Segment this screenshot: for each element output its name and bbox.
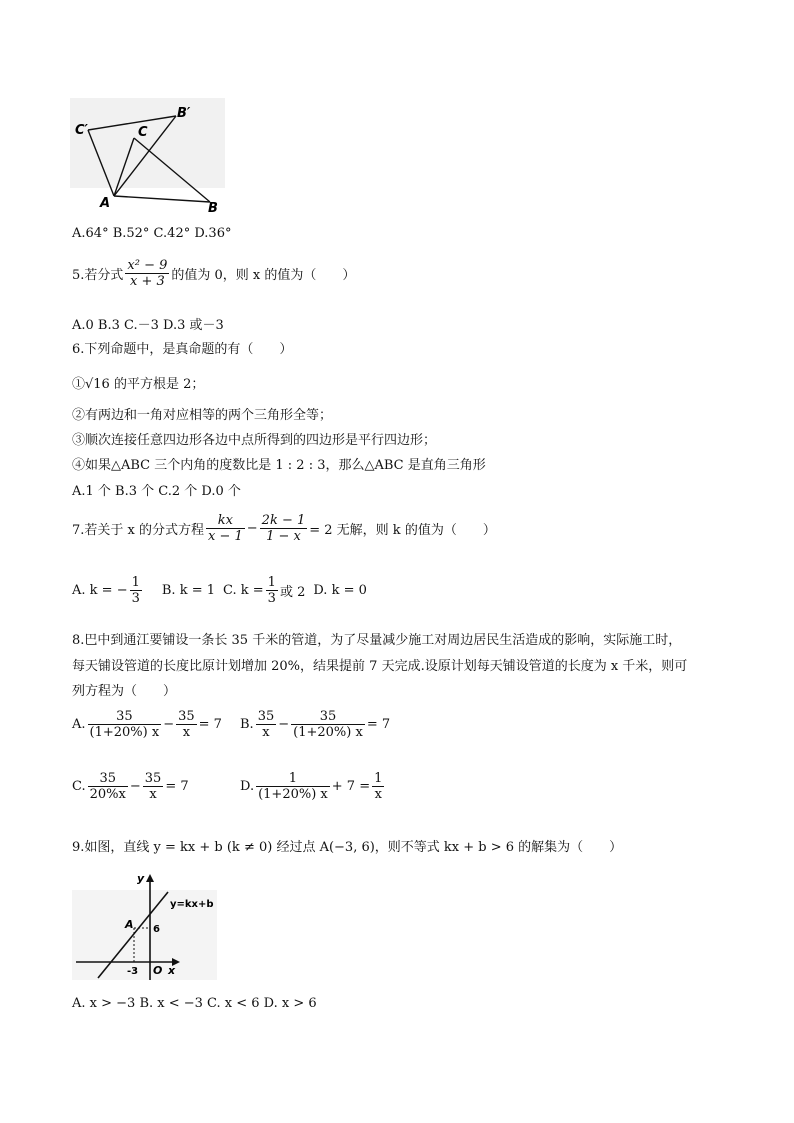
- q8-option-a-num-1: 35: [88, 709, 162, 725]
- line-label: y=kx+b: [170, 899, 214, 910]
- q7-suffix: = 2 无解，则 k 的值为（ ）: [309, 523, 496, 538]
- q6-item-1: ①√16 的平方根是 2；: [72, 377, 205, 392]
- q7-option-b: B. k = 1: [161, 583, 215, 598]
- q5-options: A.0 B.3 C.－3 D.3 或－3: [72, 318, 224, 333]
- label-b: B: [208, 201, 218, 216]
- q8-option-d-den-1: (1+20%) x: [258, 787, 328, 802]
- q8-option-a-fraction-1: [88, 709, 162, 740]
- q8-option-d-den-2: x: [374, 787, 382, 802]
- q8-option-c-num-1: 35: [88, 771, 128, 787]
- origin-label: O: [153, 964, 163, 977]
- label-c: C: [138, 125, 148, 140]
- q8-option-c-rhs: = 7: [165, 779, 189, 794]
- q6-item-2: ②有两边和一角对应相等的两个三角形全等；: [72, 408, 333, 423]
- q8-option-d-num-1: 1: [256, 771, 330, 787]
- q8-option-b-minus: −: [278, 717, 290, 732]
- linear-function-graph: [72, 870, 222, 982]
- q8-option-b-rhs: = 7: [366, 717, 391, 732]
- q5-fraction-den: x + 3: [130, 274, 165, 289]
- q8-option-d-label: D.: [240, 779, 255, 794]
- q7-prefix: 7.若关于 x 的分式方程: [72, 523, 204, 538]
- label-a: A: [100, 196, 111, 211]
- q9-options: A. x > −3 B. x < −3 C. x < 6 D. x > 6: [72, 996, 317, 1011]
- q8-option-b-num-2: 35: [291, 709, 365, 725]
- q4-options: A.64° B.52° C.42° D.36°: [72, 226, 232, 241]
- q5-line: [72, 258, 355, 289]
- y-axis-arrow: [146, 874, 154, 882]
- q7-fraction-2-den: 1 − x: [266, 529, 301, 544]
- q8-option-a-rhs: = 7: [198, 717, 222, 732]
- segment-a-b: [114, 196, 210, 202]
- q7-option-c-den: 3: [267, 591, 276, 606]
- label-cprime: C′: [75, 123, 88, 138]
- q7-option-a-fraction: [130, 575, 142, 606]
- q8-option-a-fraction-2: [176, 709, 197, 740]
- q8-option-d: [240, 771, 386, 802]
- q8-line-3: 列方程为（ ）: [72, 684, 177, 699]
- q8-option-a-num-2: 35: [178, 709, 195, 724]
- q7-fraction-1-den: x − 1: [208, 529, 243, 544]
- y-axis-label: y: [137, 872, 145, 885]
- q8-option-c-den-1: 20%x: [89, 787, 126, 802]
- q7-option-c-fraction: [266, 575, 278, 606]
- label-bprime: B′: [177, 106, 191, 121]
- q6-item-3: ③顺次连接任意四边形各边中点所得到的四边形是平行四边形；: [72, 433, 437, 448]
- q8-option-b: [240, 709, 390, 740]
- q8-option-c: [72, 771, 189, 802]
- q7-line: [72, 513, 496, 544]
- q8-option-d-num-2: 1: [374, 771, 383, 786]
- q6-options: A.1 个 B.3 个 C.2 个 D.0 个: [72, 484, 241, 499]
- q7-fraction-1: [206, 513, 245, 544]
- y-six-label: 6: [153, 924, 160, 935]
- q8-option-a-minus: −: [163, 717, 175, 732]
- q8-option-c-den-2: x: [149, 787, 157, 802]
- x-neg3-label: -3: [127, 966, 139, 977]
- q8-option-c-num-2: 35: [144, 771, 162, 786]
- q7-option-c-pre: C. k =: [223, 583, 264, 598]
- q5-fraction: [125, 258, 169, 289]
- q8-option-c-minus: −: [129, 779, 141, 794]
- q6-item-4: ④如果△ABC 三个内角的度数比是 1 : 2 : 3，那么△ABC 是直角三角形: [72, 458, 486, 473]
- q8-line-2: 每天铺设管道的长度比原计划增加 20%，结果提前 7 天完成.设原计划每天铺设管道的长度为 x 千米，则可: [72, 659, 688, 674]
- q8-option-c-label: C.: [72, 779, 86, 794]
- q8-line-1: 8.巴中到通江要铺设一条长 35 千米的管道，为了尽量减少施工对周边居民生活造成的影响，实际施工时，: [72, 633, 682, 648]
- q7-fraction-1-num: kx: [206, 513, 245, 529]
- q7-option-c-num: 1: [267, 575, 276, 590]
- q8-option-a-den-2: x: [182, 725, 191, 740]
- q9-stem: 9.如图，直线 y = kx + b (k ≠ 0) 经过点 A(−3, 6)，则不等式 kx + b > 6 的解集为（ ）: [72, 840, 623, 855]
- q7-option-c-suffix: 或 2: [279, 585, 306, 600]
- q5-suffix: 的值为 0，则 x 的值为（ ）: [171, 268, 356, 283]
- q8-option-b-fraction-1: [256, 709, 277, 740]
- q8-option-a: [72, 709, 222, 740]
- q8-option-a-label: A.: [72, 717, 86, 732]
- q7-option-a-den: 3: [131, 591, 140, 606]
- q8-option-b-fraction-2: [291, 709, 365, 740]
- q8-option-b-den-2: (1+20%) x: [293, 725, 363, 740]
- q7-fraction-2: [260, 513, 308, 544]
- q8-option-b-num-1: 35: [257, 709, 275, 724]
- q6-stem: 6.下列命题中，是真命题的有（ ）: [72, 342, 293, 357]
- q8-option-c-fraction-1: [88, 771, 128, 802]
- q8-option-d-mid: + 7 =: [331, 779, 371, 794]
- q8-option-a-den-1: (1+20%) x: [89, 725, 160, 740]
- q7-option-d: D. k = 0: [313, 583, 367, 598]
- q8-option-d-fraction-1: [256, 771, 330, 802]
- q7-minus: −: [246, 521, 258, 536]
- q8-option-d-fraction-2: [372, 771, 384, 802]
- q7-option-a-num: 1: [131, 575, 140, 590]
- q5-prefix: 5.若分式: [72, 268, 124, 283]
- q8-option-b-den-1: x: [262, 725, 270, 740]
- q7-fraction-2-num: 2k − 1: [261, 513, 306, 528]
- q8-option-b-label: B.: [240, 717, 254, 732]
- triangle-rotation-figure: [70, 98, 230, 216]
- point-a-label: A: [125, 918, 134, 931]
- q5-fraction-num: x² − 9: [127, 258, 168, 273]
- q7-option-a-pre: A. k = −: [72, 583, 128, 598]
- q8-option-c-fraction-2: [143, 771, 164, 802]
- x-axis-label: x: [168, 964, 176, 977]
- q7-options: [72, 575, 367, 606]
